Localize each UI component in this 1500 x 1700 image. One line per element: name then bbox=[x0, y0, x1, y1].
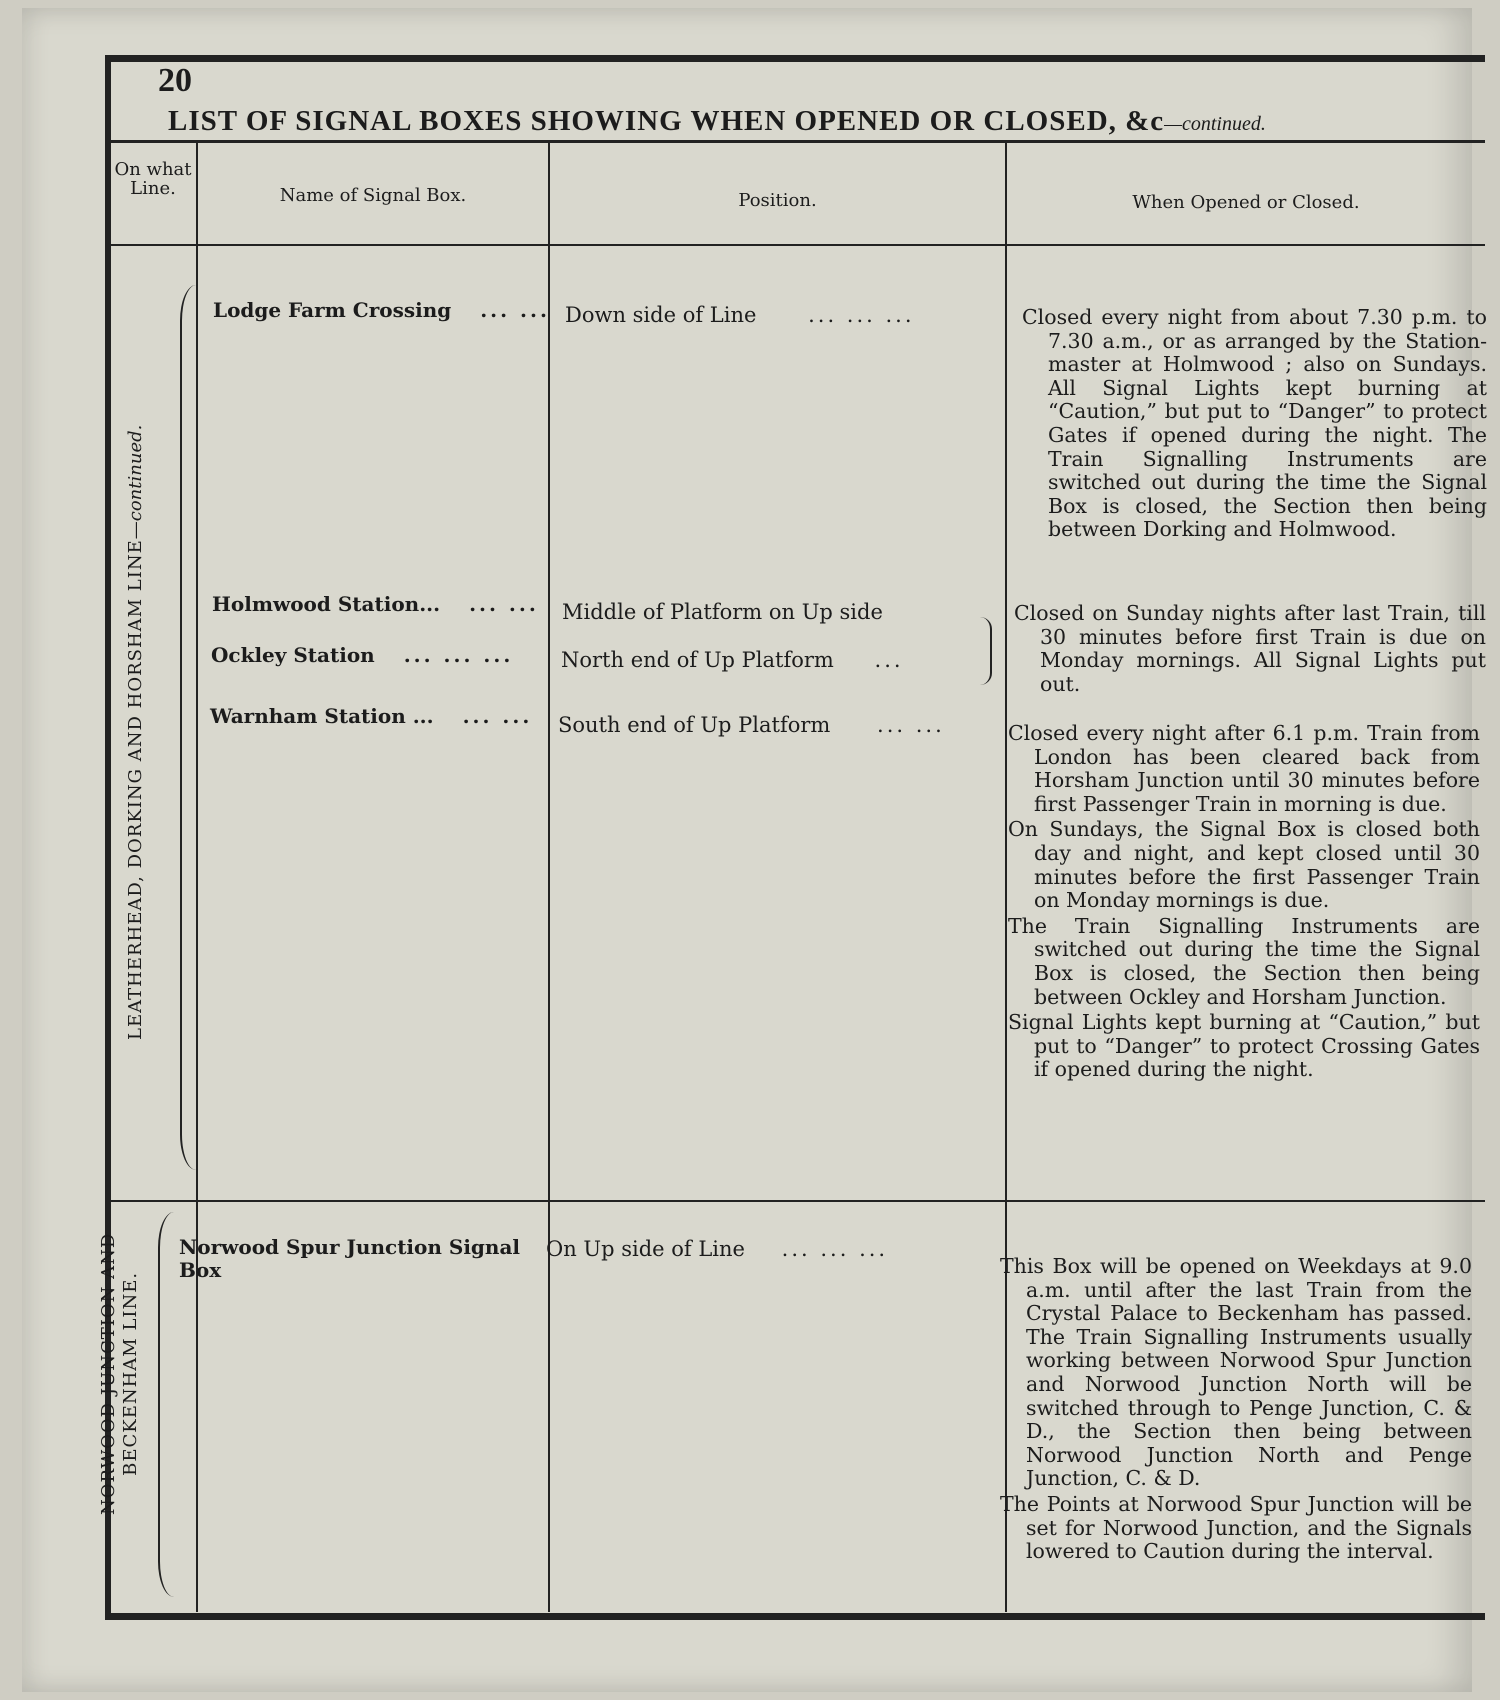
section1-line-suffix: —continued. bbox=[125, 424, 146, 540]
position-text: Down side of Line bbox=[565, 303, 757, 327]
position-dots: ... ... bbox=[877, 713, 945, 737]
page-number: 20 bbox=[158, 62, 192, 99]
position-dots: ... bbox=[874, 648, 904, 672]
desc-para: This Box will be opened on Weekdays at 9.0 a.m. until after the last Train from the Crystal Palace to Beckenham has passed. The Train Signalling Instruments usually working between Norwood Spur Junction and Norwood Junction North will be switched through to Penge Junction, C. & D., the Section then being between Norwood Junction North and Penge Junction, C. & D. bbox=[1000, 1254, 1472, 1491]
header-position: Position. bbox=[738, 190, 817, 211]
position-text: North end of Up Platform bbox=[561, 648, 834, 672]
section-divider bbox=[111, 1200, 1485, 1202]
desc-para: On Sundays, the Signal Box is closed both day and night, and kept closed until 30 minutes before the first Passenger Train on Monday mornings is due. bbox=[1008, 817, 1480, 913]
row-norwood-desc bbox=[1000, 1255, 1472, 1566]
section2-line-name-1: NORWOOD JUNCTION AND bbox=[98, 1232, 119, 1515]
name-dots: ... ... bbox=[480, 298, 550, 322]
row-norwood-position bbox=[546, 1237, 888, 1261]
section1-line-name: LEATHERHEAD, DORKING AND HORSHAM LINE bbox=[125, 539, 146, 1040]
desc-para: The Points at Norwood Spur Junction will be set for Norwood Junction, and the Signals lowered to Caution during the interval. bbox=[1000, 1491, 1472, 1564]
col-divider-2 bbox=[548, 142, 550, 1612]
row-norwood-name: Norwood Spur Junction Signal Box bbox=[179, 1235, 520, 1282]
section2-line-name-2: BECKENHAM LINE. bbox=[120, 1271, 141, 1476]
row-warnham-desc bbox=[1008, 722, 1480, 1084]
name-text: Holmwood Station... bbox=[212, 592, 441, 616]
desc-para: Closed every night from about 7.30 p.m. to 7.30 a.m., or as arranged by the Station-master at Holmwood ; also on Sundays. All Signal Lights kept burning at “Caution,” but put to “Danger” to protect Gates if opened during the night. The Train Signalling Instruments are switched out during the time the Signal Box is closed, the Section then being between Dorking and Holmwood. bbox=[1022, 305, 1487, 542]
title-suffix: —continued. bbox=[1164, 113, 1266, 135]
header-name: Name of Signal Box. bbox=[279, 185, 467, 206]
row-ockley-name bbox=[211, 643, 513, 667]
row-holmwood-desc bbox=[1014, 602, 1486, 698]
row-lodge-farm-position bbox=[565, 303, 915, 327]
name-text: Lodge Farm Crossing bbox=[213, 298, 452, 322]
name-dots: ... ... bbox=[462, 704, 533, 728]
name-dots: ... ... ... bbox=[403, 643, 514, 667]
desc-para: Closed on Sunday nights after last Train, till 30 minutes before first Train is due on Monday mornings. All Signal Lights put out. bbox=[1014, 601, 1486, 696]
position-dots: ... ... ... bbox=[781, 1237, 889, 1261]
position-text: On Up side of Line bbox=[546, 1237, 745, 1261]
header-line: On what Line. bbox=[114, 159, 192, 199]
section1-line-label bbox=[125, 425, 146, 1040]
row-holmwood-position: Middle of Platform on Up side bbox=[562, 600, 883, 624]
name-text: Warnham Station ... bbox=[210, 704, 434, 728]
row-lodge-farm-desc bbox=[1022, 306, 1487, 544]
sunday-brace bbox=[980, 617, 992, 685]
name-dots: ... ... bbox=[469, 592, 539, 616]
name-text: Ockley Station bbox=[211, 643, 375, 667]
page-title bbox=[168, 105, 1266, 138]
col-divider-1 bbox=[196, 142, 198, 1612]
position-dots: ... ... ... bbox=[808, 303, 915, 327]
row-lodge-farm-name bbox=[213, 298, 550, 322]
row-warnham-name bbox=[210, 704, 532, 728]
desc-para: Signal Lights kept burning at “Caution,” but put to “Danger” to protect Crossing Gates if opened during the night. bbox=[1008, 1010, 1480, 1082]
row-warnham-position bbox=[558, 713, 945, 737]
header-top-rule bbox=[111, 140, 1485, 143]
section1-brace bbox=[180, 285, 196, 1170]
position-text: South end of Up Platform bbox=[558, 713, 831, 737]
desc-para: The Train Signalling Instruments are switched out during the time the Signal Box is closed, the Section then being between Ockley and Horsham Junction. bbox=[1008, 913, 1480, 1009]
header-bottom-rule bbox=[111, 244, 1485, 246]
header-when: When Opened or Closed. bbox=[1132, 192, 1360, 213]
desc-para: Closed every night after 6.1 p.m. Train from London has been cleared back from Horsham Junction until 30 minutes before first Passenger Train in morning is due. bbox=[1008, 721, 1480, 816]
row-ockley-position bbox=[561, 648, 904, 672]
section2-brace bbox=[158, 1212, 174, 1597]
row-holmwood-name bbox=[212, 592, 539, 616]
section2-line-label bbox=[98, 1233, 142, 1515]
title-text: LIST OF SIGNAL BOXES SHOWING WHEN OPENED OR CLOSED, &c bbox=[168, 105, 1165, 137]
